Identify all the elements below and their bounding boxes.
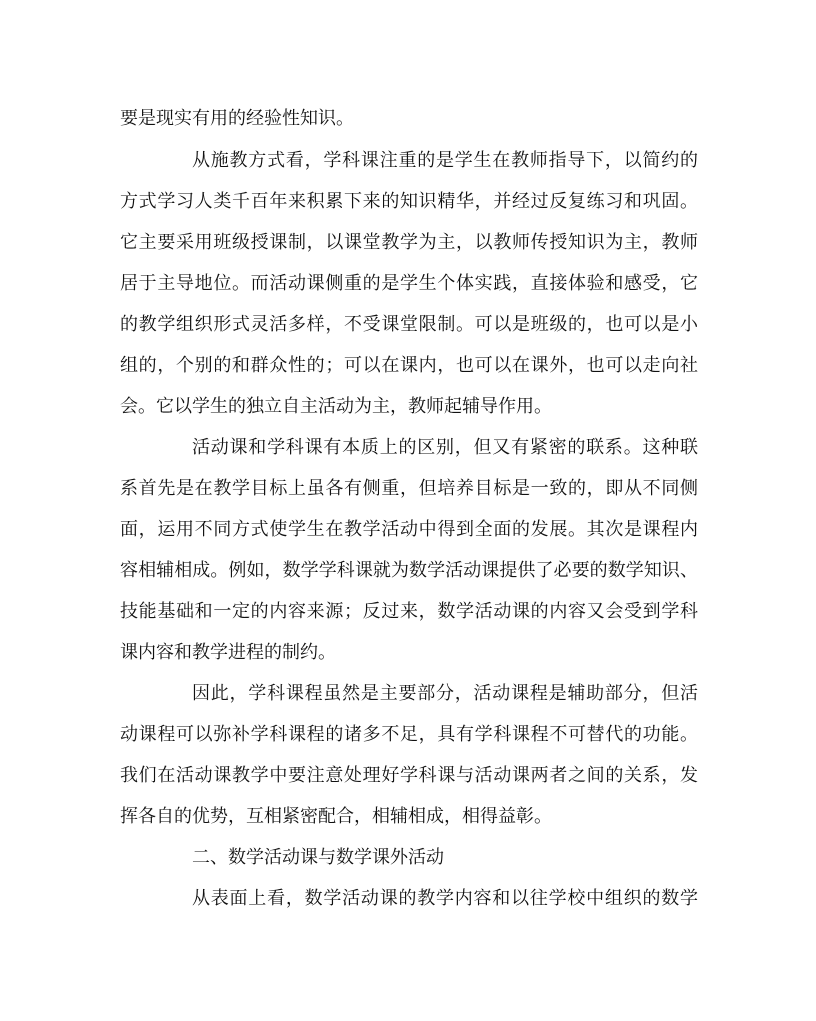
text-line: 组的，个别的和群众性的；可以在课内，也可以在课外，也可以走向社	[120, 355, 698, 376]
paragraph-first-line: 活动课和学科课有本质上的区别，但又有紧密的联系。这种联	[192, 437, 698, 458]
text-line: 要是现实有用的经验性知识。	[120, 108, 354, 129]
text-line: 我们在活动课教学中要注意处理好学科课与活动课两者之间的关系，发	[120, 765, 698, 786]
text-line: 方式学习人类千百年来积累下来的知识精华，并经过反复练习和巩固。	[120, 191, 698, 212]
text-line: 居于主导地位。而活动课侧重的是学生个体实践，直接体验和感受，它	[120, 273, 698, 294]
text-line: 会。它以学生的独立自主活动为主，教师起辅导作用。	[120, 396, 552, 417]
text-line: 动课程可以弥补学科课程的诸多不足，具有学科课程不可替代的功能。	[120, 724, 698, 745]
section-heading: 二、数学活动课与数学课外活动	[192, 847, 444, 868]
text-line: 面，运用不同方式使学生在教学活动中得到全面的发展。其次是课程内	[120, 519, 698, 540]
text-line: 挥各自的优势，互相紧密配合，相辅相成，相得益彰。	[120, 806, 552, 827]
text-line: 的教学组织形式灵活多样，不受课堂限制。可以是班级的，也可以是小	[120, 314, 698, 335]
paragraph-first-line: 从施教方式看，学科课注重的是学生在教师指导下，以简约的	[192, 150, 698, 171]
text-line: 它主要采用班级授课制，以课堂教学为主，以教师传授知识为主，教师	[120, 232, 698, 253]
text-line: 系首先是在教学目标上虽各有侧重，但培养目标是一致的，即从不同侧	[120, 478, 698, 499]
text-line: 课内容和教学进程的制约。	[120, 642, 336, 663]
paragraph-first-line: 因此，学科课程虽然是主要部分，活动课程是辅助部分，但活	[192, 683, 698, 704]
text-line: 容相辅相成。例如，数学学科课就为数学活动课提供了必要的数学知识、	[120, 560, 698, 581]
text-line: 技能基础和一定的内容来源；反过来，数学活动课的内容又会受到学科	[120, 601, 698, 622]
paragraph-first-line: 从表面上看，数学活动课的教学内容和以往学校中组织的数学	[192, 888, 698, 909]
